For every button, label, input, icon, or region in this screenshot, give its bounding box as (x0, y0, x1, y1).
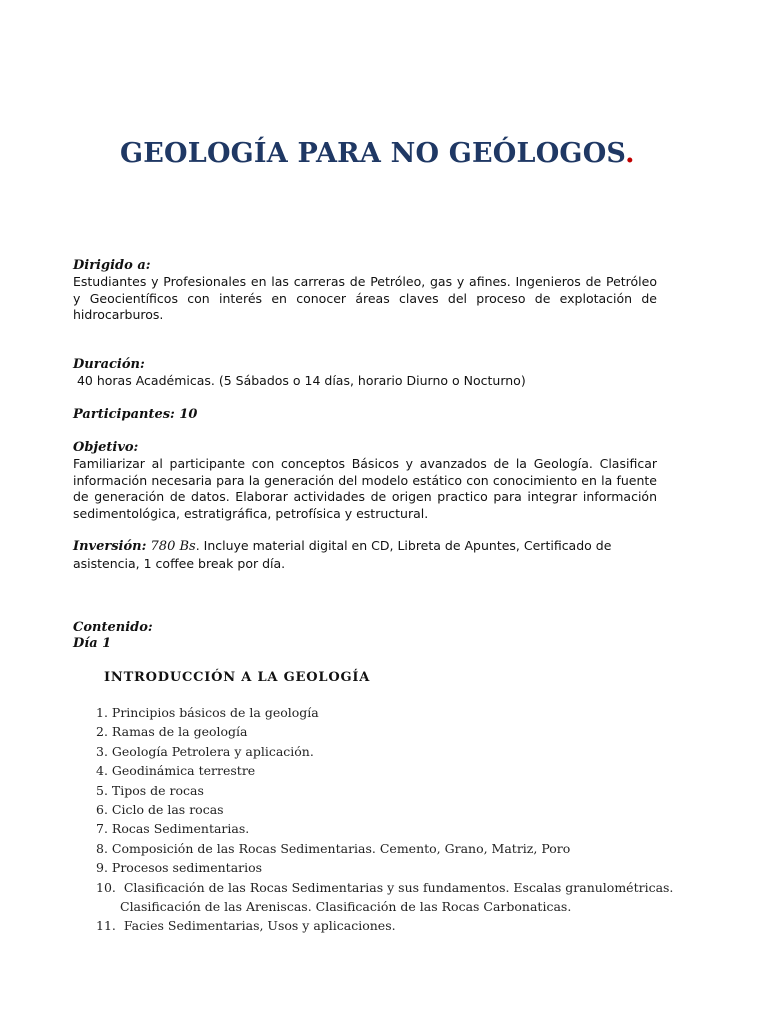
topic-item (96, 839, 676, 858)
contenido-label: Contenido: (73, 620, 153, 635)
duracion-text: 40 horas Académicas. (5 Sábados o 14 días, horario Diurno o Nocturno) (73, 373, 526, 388)
topic-item (96, 722, 676, 741)
topic-item (96, 819, 676, 838)
topic-number: 5. (96, 782, 108, 798)
inversion-label: Inversión: (73, 539, 147, 554)
topic-item (96, 761, 676, 780)
topic-item (96, 800, 676, 819)
topic-number: 4. (96, 763, 108, 779)
topic-item (96, 781, 676, 800)
topic-text: Clasificación de las Rocas Sedimentarias y sus fundamentos. Escalas granulométricas. (123, 879, 674, 895)
topic-item (96, 916, 676, 935)
topic-text: Procesos sedimentarios (111, 860, 263, 876)
topic-text: Rocas Sedimentarias. (111, 821, 250, 837)
duracion-label: Duración: (73, 357, 145, 372)
topic-text: Composición de las Rocas Sedimentarias. Cemento, Grano, Matriz, Poro (111, 840, 571, 856)
topic-number: 10. (96, 879, 116, 895)
inversion-text: . Incluye material digital en CD, Libreta de Apuntes, Certificado de asistencia, 1 coffee break por día. (73, 538, 612, 571)
duracion-section (73, 357, 657, 390)
topic-text: Facies Sedimentarias, Usos y aplicaciones. (123, 918, 396, 934)
topic-text: Ciclo de las rocas (111, 802, 224, 818)
topic-text: Geología Petrolera y aplicación. (111, 743, 314, 759)
topic-number: 11. (96, 918, 116, 934)
dirigido-text: Estudiantes y Profesionales en las carreras de Petróleo, gas y afines. Ingenieros de Petróleo y Geocientíficos con interés en conocer áreas claves del proceso de explotación de hidrocarburos. (73, 274, 657, 322)
topic-text: Clasificación de las Areniscas. Clasificación de las Rocas Carbonaticas. (120, 899, 572, 915)
objetivo-label: Objetivo: (73, 440, 139, 455)
dirigido-section (73, 258, 657, 324)
topic-item (96, 742, 676, 761)
participantes-section (73, 407, 657, 423)
topic-text: Principios básicos de la geología (111, 705, 319, 720)
topic-number: 7. (96, 821, 108, 837)
inversion-section (73, 538, 657, 572)
topic-number: 1. (96, 705, 108, 720)
topic-number: 2. (96, 724, 108, 740)
topic-text: Ramas de la geología (111, 724, 248, 740)
title-text: GEOLOGÍA PARA NO GEÓLOGOS (120, 138, 626, 169)
document-title (120, 138, 635, 169)
dirigido-label: Dirigido a: (73, 258, 151, 273)
objetivo-text: Familiarizar al participante con conceptos Básicos y avanzados de la Geología. Clasificar información necesaria para la generación del modelo estático con conocimiento en la fuente de generación de datos. Elaborar actividades de origen practico para integrar información sedimentológica, estratigráfica, petrofísica y estructural. (73, 456, 657, 521)
objetivo-section (73, 440, 657, 522)
topic-item (96, 858, 676, 877)
topic-text: Tipos de rocas (111, 782, 204, 798)
participantes-label: Participantes: 10 (73, 407, 198, 422)
contenido-section (73, 620, 657, 652)
module-topic-list (96, 703, 676, 936)
title-period: . (625, 138, 635, 169)
topic-item (96, 878, 676, 897)
topic-number: 6. (96, 802, 108, 818)
topic-number: 8. (96, 840, 108, 856)
topic-number: 3. (96, 743, 108, 759)
inversion-price: 780 Bs (146, 539, 196, 554)
topic-item (96, 703, 676, 722)
day-label: Día 1 (73, 636, 112, 651)
topic-number: 9. (96, 860, 108, 876)
inversion-paragraph (73, 538, 657, 572)
module-heading: INTRODUCCIÓN A LA GEOLOGÍA (104, 670, 371, 685)
topic-text: Geodinámica terrestre (111, 763, 256, 779)
topic-item (96, 897, 676, 916)
